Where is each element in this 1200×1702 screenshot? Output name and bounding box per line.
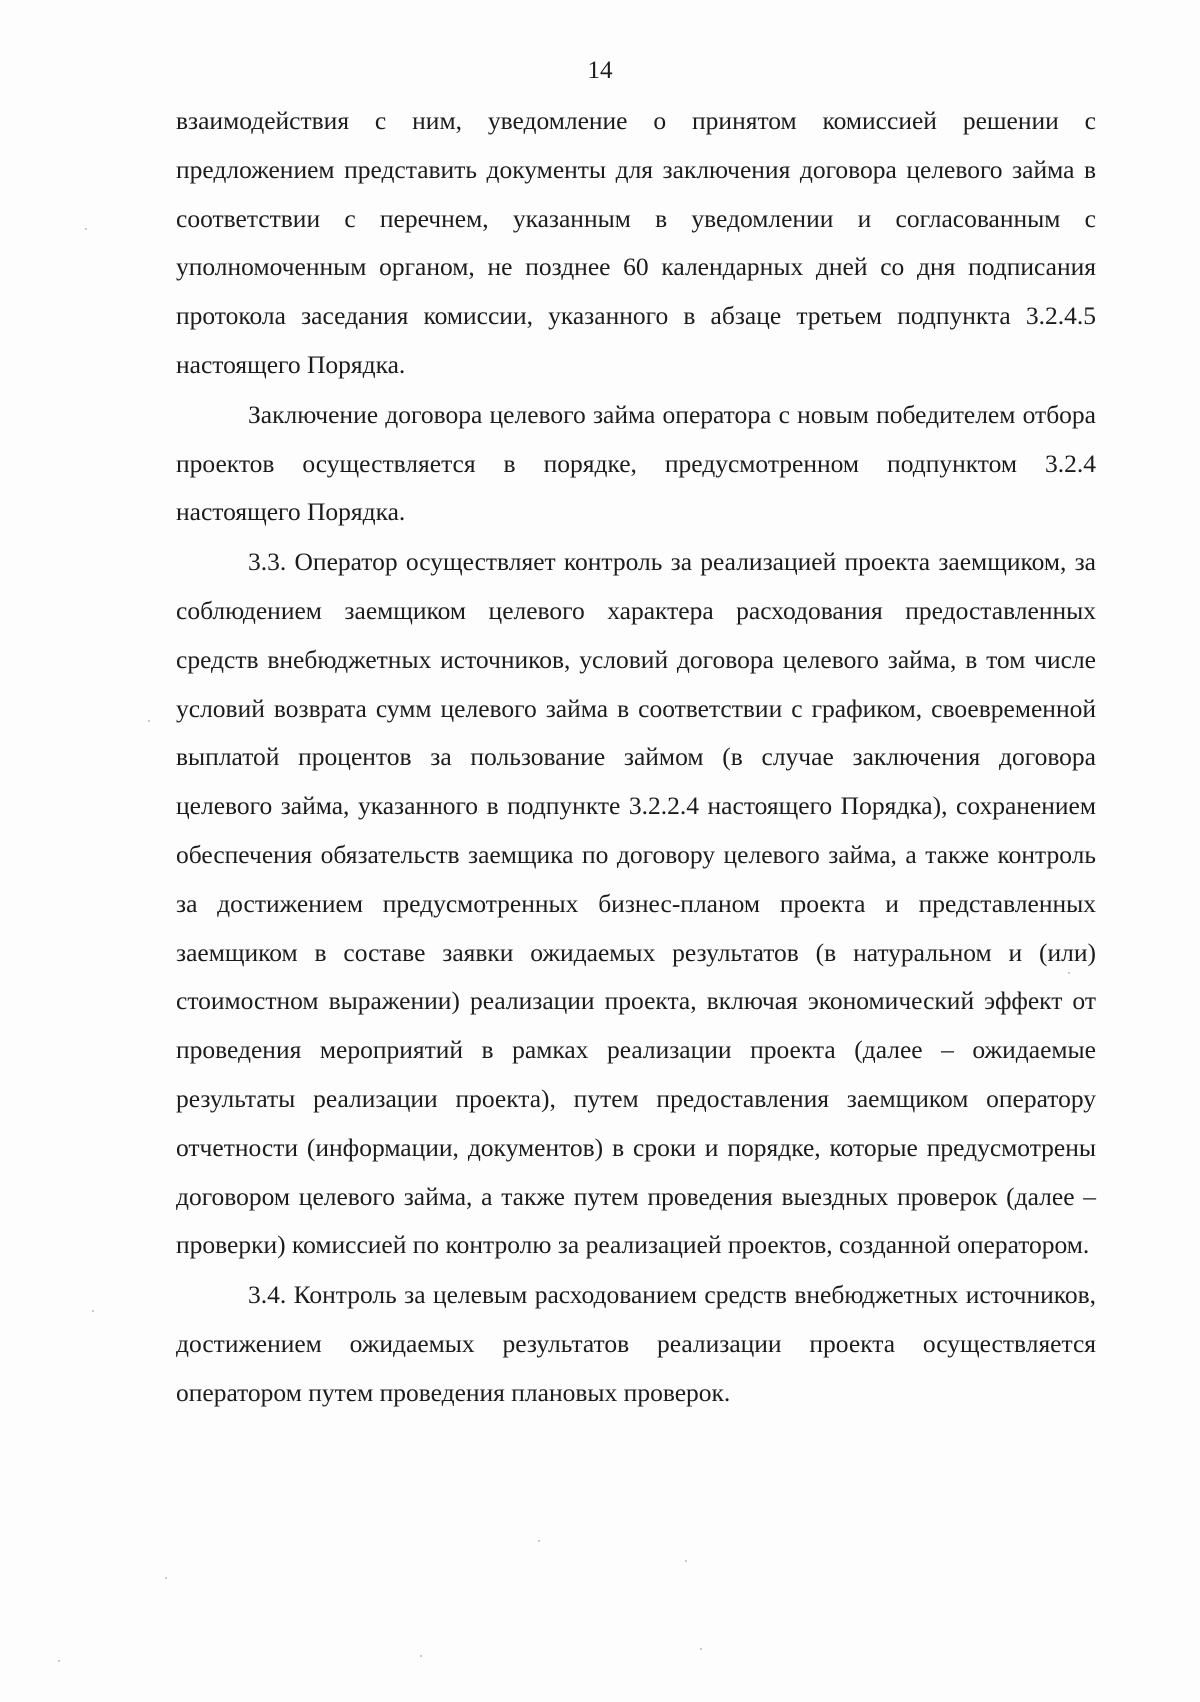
scan-speck xyxy=(148,720,150,722)
scan-speck xyxy=(58,1660,60,1662)
scan-speck xyxy=(85,228,87,230)
scan-speck xyxy=(165,1577,167,1579)
paragraph-3-4: 3.4. Контроль за целевым расходованием средств внебюджетных источников, достижением ожидаемых результатов реализации проекта осуществляется оператором путем проведения плановых проверок. xyxy=(176,1280,1096,1407)
paragraph-new-winner-contract: Заключение договора целевого займа оператора с новым победителем отбора проектов осуществляется в порядке, предусмотренном подпунктом 3.2.4 настоящего Порядка. xyxy=(176,399,1096,527)
scan-speck xyxy=(420,1655,422,1657)
page-number: 14 xyxy=(587,57,613,84)
scan-speck xyxy=(92,1310,94,1312)
body-text xyxy=(176,97,1096,1418)
scan-speck xyxy=(1068,972,1070,974)
paragraph-3-3: 3.3. Оператор осуществляет контроль за реализацией проекта заемщиком, за соблюдением заемщиком целевого характера расходования предоставленных средств внебюджетных источников, условий договора целевого займа, в том числе условий возврата сумм целевого займа в соответствии с графиком, своевременной выплатой процентов за пользование займом (в случае заключения договора целевого займа, указанного в подпункте 3.2.2.4 настоящего Порядка), сохранением обеспечения обязательств заемщика по договору целевого займа, а также контроль за достижением предусмотренных бизнес-планом проекта и представленных заемщиком в составе заявки ожидаемых результатов (в натуральном и (или) стоимостном выражении) реализации проекта, включая экономический эффект от проведения мероприятий в рамках реализации проекта (далее – ожидаемые результаты реализации проекта), путем предоставления заемщиком оператору отчетности (информации, документов) в сроки и порядке, которые предусмотрены договором целевого займа, а также путем проведения выездных проверок (далее – проверки) комиссией по контролю за реализацией проектов, созданной оператором. xyxy=(176,547,1096,1260)
paragraph-continuation: взаимодействия с ним, уведомление о принятом комиссией решении с предложением представить документы для заключения договора целевого займа в соответствии с перечнем, указанным в уведомлении и согласованным с уполномоченным органом, не позднее 60 календарных дней со дня подписания протокола заседания комиссии, указанного в абзаце третьем подпункта 3.2.4.5 настоящего Порядка. xyxy=(176,106,1096,379)
scan-speck xyxy=(685,1560,687,1562)
scan-speck xyxy=(538,1540,540,1542)
scan-speck xyxy=(700,1648,702,1650)
